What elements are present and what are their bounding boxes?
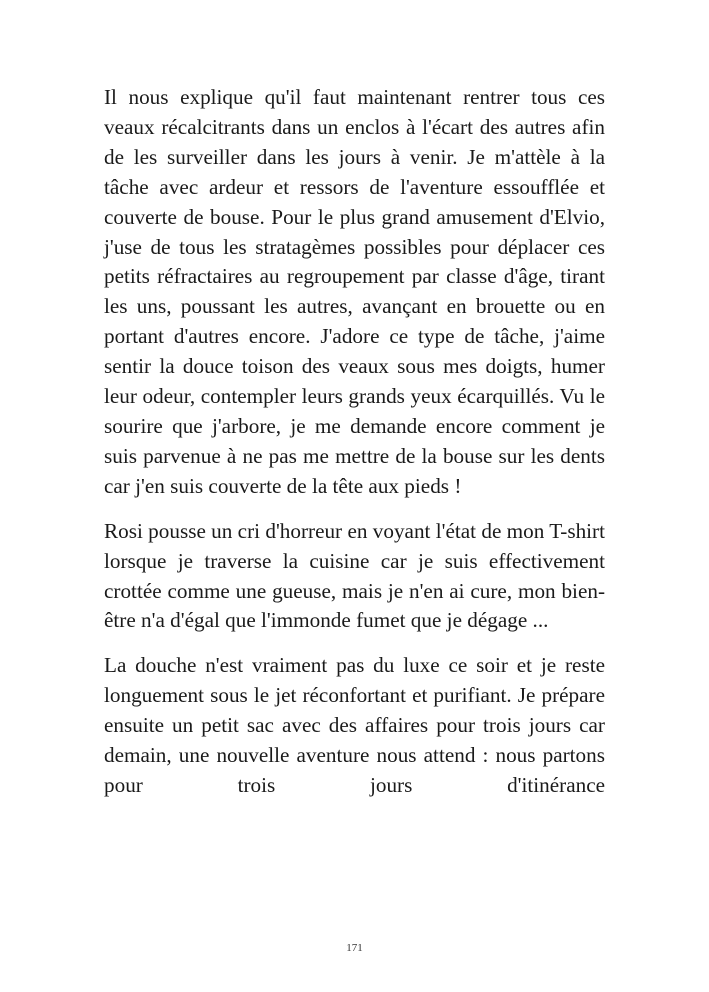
paragraph-2: Rosi pousse un cri d'horreur en voyant l'état de mon T-shirt lorsque je traverse la cuisine car je suis effectivement crottée comme une gueuse, mais je n'en ai cure, mon bien-être n'a d'égal que l'immonde fumet que je dégage ... bbox=[104, 518, 605, 633]
paragraph-1: Il nous explique qu'il faut maintenant rentrer tous ces veaux récalcitrants dans un enclos à l'écart des autres afin de les surveiller dans les jours à venir. Je m'attèle à la tâche avec ardeur et ressors de l'aventure essoufflée et couverte de bouse. Pour le plus grand amusement d'Elvio, j'use de tous les stratagèmes possibles pour déplacer ces petits réfractaires au regroupement par classe d'âge, tirant les uns, poussant les autres, avançant en brouette ou en portant d'autres encore. J'adore ce type de tâche, j'aime sentir la douce toison des veaux sous mes doigts, humer leur odeur, contempler leurs grands yeux écarquillés. Vu le sourire que j'arbore, je me demande encore comment je suis parvenue à ne pas me mettre de la bouse sur les dents car j'en suis couverte de la tête aux pieds ! bbox=[104, 85, 605, 498]
page-number: 171 bbox=[346, 942, 363, 954]
paragraph-3: La douche n'est vraiment pas du luxe ce soir et je reste longuement sous le jet réconfortant et purifiant. Je prépare ensuite un petit sac avec des affaires pour trois jours car demain, une nouvelle aventure nous attend : nous partons pour trois jours d'itinérance bbox=[104, 653, 605, 797]
page-body bbox=[104, 83, 605, 816]
